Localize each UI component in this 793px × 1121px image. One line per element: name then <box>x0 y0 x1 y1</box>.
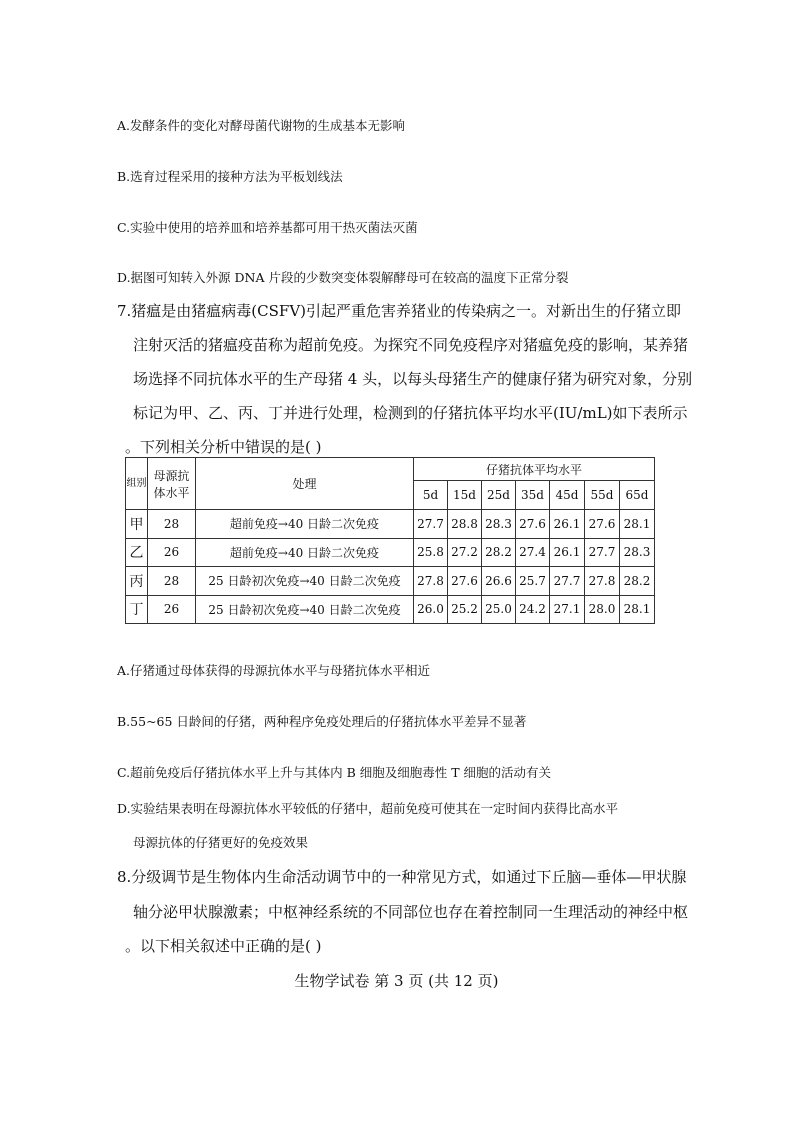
header-day: 65d <box>620 481 655 510</box>
value-cell: 27.4 <box>516 538 550 567</box>
group-cell: 丙 <box>126 567 148 596</box>
header-treatment: 处理 <box>196 458 414 510</box>
table-row <box>126 538 655 567</box>
q8-stem-line-2: 轴分泌甲状腺激素；中枢神经系统的不同部位也存在着控制同一生理活动的神经中枢 <box>133 903 689 921</box>
q8-stem-line-3: 。以下相关叙述中正确的是( ) <box>125 937 322 955</box>
value-cell: 27.7 <box>585 538 620 567</box>
q7-stem-line-2: 注射灭活的猪瘟疫苗称为超前免疫。为探究不同免疫程序对猪瘟免疫的影响，某养猪 <box>133 336 689 354</box>
antibody-table <box>125 457 655 624</box>
header-day: 25d <box>482 481 516 510</box>
q7-stem-line-3: 场选择不同抗体水平的生产母猪 4 头，以每头母猪生产的健康仔猪为研究对象，分别 <box>133 370 693 388</box>
q7-option-c: C.超前免疫后仔猪抗体水平上升与其体内 B 细胞及细胞毒性 T 细胞的活动有关 <box>117 765 552 780</box>
value-cell: 28.3 <box>620 538 655 567</box>
maternal-cell: 28 <box>148 567 196 596</box>
treatment-cell: 25 日龄初次免疫→40 日龄二次免疫 <box>196 595 414 624</box>
value-cell: 25.0 <box>482 595 516 624</box>
value-cell: 26.0 <box>414 595 448 624</box>
maternal-cell: 28 <box>148 510 196 539</box>
value-cell: 28.2 <box>482 538 516 567</box>
table-row <box>126 567 655 596</box>
header-piglet-antibody: 仔猪抗体平均水平 <box>414 458 655 481</box>
value-cell: 25.2 <box>448 595 482 624</box>
q7-option-d: D.实验结果表明在母源抗体水平较低的仔猪中，超前免疫可使其在一定时间内获得比高水平 <box>117 801 619 816</box>
treatment-cell: 超前免疫→40 日龄二次免疫 <box>196 538 414 567</box>
group-cell: 丁 <box>126 595 148 624</box>
value-cell: 27.8 <box>585 567 620 596</box>
value-cell: 25.8 <box>414 538 448 567</box>
value-cell: 27.6 <box>448 567 482 596</box>
header-day: 35d <box>516 481 550 510</box>
q8-stem-line-1: 8.分级调节是生物体内生命活动调节中的一种常见方式，如通过下丘脑—垂体—甲状腺 <box>117 868 687 886</box>
group-cell: 甲 <box>126 510 148 539</box>
value-cell: 28.8 <box>448 510 482 539</box>
value-cell: 28.2 <box>620 567 655 596</box>
value-cell: 27.7 <box>414 510 448 539</box>
treatment-cell: 超前免疫→40 日龄二次免疫 <box>196 510 414 539</box>
header-day: 5d <box>414 481 448 510</box>
q7-option-d-continued: 母源抗体的仔猪更好的免疫效果 <box>133 835 309 850</box>
value-cell: 26.1 <box>550 510 585 539</box>
header-group: 组别 <box>126 458 148 510</box>
header-day: 55d <box>585 481 620 510</box>
header-day: 15d <box>448 481 482 510</box>
value-cell: 28.1 <box>620 510 655 539</box>
value-cell: 26.1 <box>550 538 585 567</box>
value-cell: 25.7 <box>516 567 550 596</box>
q7-stem-line-4: 标记为甲、乙、丙、丁并进行处理，检测到的仔猪抗体平均水平(IU/mL)如下表所示 <box>133 404 688 422</box>
page-footer: 生物学试卷 第 3 页 (共 12 页) <box>294 972 499 990</box>
value-cell: 28.3 <box>482 510 516 539</box>
value-cell: 27.6 <box>585 510 620 539</box>
table-row <box>126 510 655 539</box>
group-cell: 乙 <box>126 538 148 567</box>
value-cell: 28.1 <box>620 595 655 624</box>
value-cell: 27.1 <box>550 595 585 624</box>
value-cell: 27.6 <box>516 510 550 539</box>
value-cell: 27.2 <box>448 538 482 567</box>
treatment-cell: 25 日龄初次免疫→40 日龄二次免疫 <box>196 567 414 596</box>
q6-option-d: D.据图可知转入外源 DNA 片段的少数突变体裂解酵母可在较高的温度下正常分裂 <box>117 270 569 285</box>
q6-option-b: B.选育过程采用的接种方法为平板划线法 <box>117 169 343 184</box>
q7-option-b: B.55~65 日龄间的仔猪，两种程序免疫处理后的仔猪抗体水平差异不显著 <box>117 714 527 729</box>
value-cell: 27.8 <box>414 567 448 596</box>
q6-option-a: A.发酵条件的变化对酵母菌代谢物的生成基本无影响 <box>117 118 406 133</box>
header-maternal: 母源抗体水平 <box>148 458 196 510</box>
maternal-cell: 26 <box>148 538 196 567</box>
value-cell: 28.0 <box>585 595 620 624</box>
value-cell: 24.2 <box>516 595 550 624</box>
value-cell: 27.7 <box>550 567 585 596</box>
q6-option-c: C.实验中使用的培养皿和培养基都可用干热灭菌法灭菌 <box>117 220 418 235</box>
q7-stem-line-1: 7.猪瘟是由猪瘟病毒(CSFV)引起严重危害养猪业的传染病之一。对新出生的仔猪立即 <box>117 302 682 320</box>
q7-stem-line-5: 。下列相关分析中错误的是( ) <box>125 438 322 456</box>
header-day: 45d <box>550 481 585 510</box>
q7-option-a: A.仔猪通过母体获得的母源抗体水平与母猪抗体水平相近 <box>117 663 431 678</box>
maternal-cell: 26 <box>148 595 196 624</box>
table-row <box>126 595 655 624</box>
value-cell: 26.6 <box>482 567 516 596</box>
